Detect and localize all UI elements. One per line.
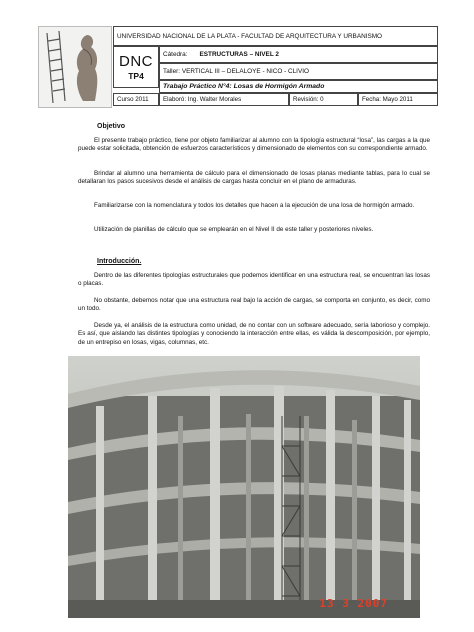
objetivo-paragraph-4-text: Utilización de planillas de cálculo que se emplearán en el Nivel II de este taller y posteriores niveles.	[94, 226, 374, 233]
course-code: DNC	[119, 53, 153, 70]
objetivo-paragraph-2	[78, 170, 430, 187]
intro-paragraph-1	[78, 272, 430, 289]
intro-paragraph-2	[78, 297, 430, 314]
objetivo-heading: Objetivo	[97, 123, 126, 130]
revision-cell	[289, 93, 358, 106]
construction-photo	[68, 356, 420, 618]
faculty-logo	[38, 26, 112, 108]
sculpture-icon	[39, 27, 111, 107]
elaboro-cell	[159, 93, 289, 106]
objetivo-paragraph-1	[78, 137, 430, 154]
practice-number: TP4	[128, 71, 144, 81]
intro-paragraph-1-text: Dentro de las diferentes tipologías estructurales que podemos identificar en una estructura real, se encuentran las losas o placas.	[78, 272, 430, 288]
institution-name: UNIVERSIDAD NACIONAL DE LA PLATA - FACULTAD DE ARQUITECTURA Y URBANISMO	[117, 32, 383, 40]
revision-text: Revisión: 0	[293, 96, 324, 103]
fecha-cell	[358, 93, 438, 106]
objetivo-paragraph-1-text: El presente trabajo práctico, tiene por objeto familiarizar al alumno con la tipología estructural “losa”, las cargas a la que puede estar solicitada, obtención de esfuerzos característicos y dimensionado de elementos con su correspondiente armado.	[78, 137, 430, 153]
building-structure-image	[68, 356, 420, 618]
catedra-value: ESTRUCTURAS – NIVEL 2	[199, 51, 279, 58]
objetivo-paragraph-3-text: Familiarizarse con la nomenclatura y todos los detalles que hacen a la ejecución de una losa de hormigón armado.	[94, 202, 415, 209]
course-code-cell	[113, 46, 159, 88]
objetivo-paragraph-2-text: Brindar al alumno una herramienta de cálculo para el dimensionado de losas planas mediante tablas, para lo cual se detallaran los pasos sucesivos desde el análisis de cargas hasta concluir en el plano de armaduras.	[78, 170, 430, 186]
taller-text: Taller: VERTICAL III – DELALOYE - NICO - CLIVIO	[163, 68, 309, 75]
taller-cell	[159, 63, 438, 80]
intro-paragraph-3	[78, 322, 430, 347]
objetivo-paragraph-4	[78, 226, 430, 234]
trabajo-cell	[159, 80, 438, 93]
intro-paragraph-2-text: No obstante, debemos notar que una estructura real bajo la acción de cargas, se comporta en conjunto, es decir, como un todo.	[78, 297, 430, 313]
intro-paragraph-3-text: Desde ya, el análisis de la estructura como unidad, de no contar con un software adecuado, sería laborioso y complejo. Es así, que aislando las distintes tipologías y conociendo la interacción entre ellas, es válida la descomposición, por ejemplo, de un entrepiso en losas, vigas, columnas, etc.	[78, 322, 430, 346]
elaboro-text: Elaboró: Ing. Walter Morales	[163, 96, 242, 103]
catedra-label: Cátedra:	[163, 51, 188, 58]
photo-date-stamp: 13 3 2007	[319, 597, 388, 610]
curso-cell	[113, 93, 159, 106]
objetivo-paragraph-3	[78, 202, 430, 210]
curso-text: Curso 2011	[117, 96, 149, 103]
institution-cell	[113, 26, 438, 46]
fecha-text: Fecha: Mayo 2011	[362, 96, 413, 103]
trabajo-title: Trabajo Práctico N°4: Losas de Hormigón Armado	[163, 83, 325, 90]
catedra-cell	[159, 46, 438, 63]
introduccion-heading: Introducción.	[97, 258, 142, 265]
